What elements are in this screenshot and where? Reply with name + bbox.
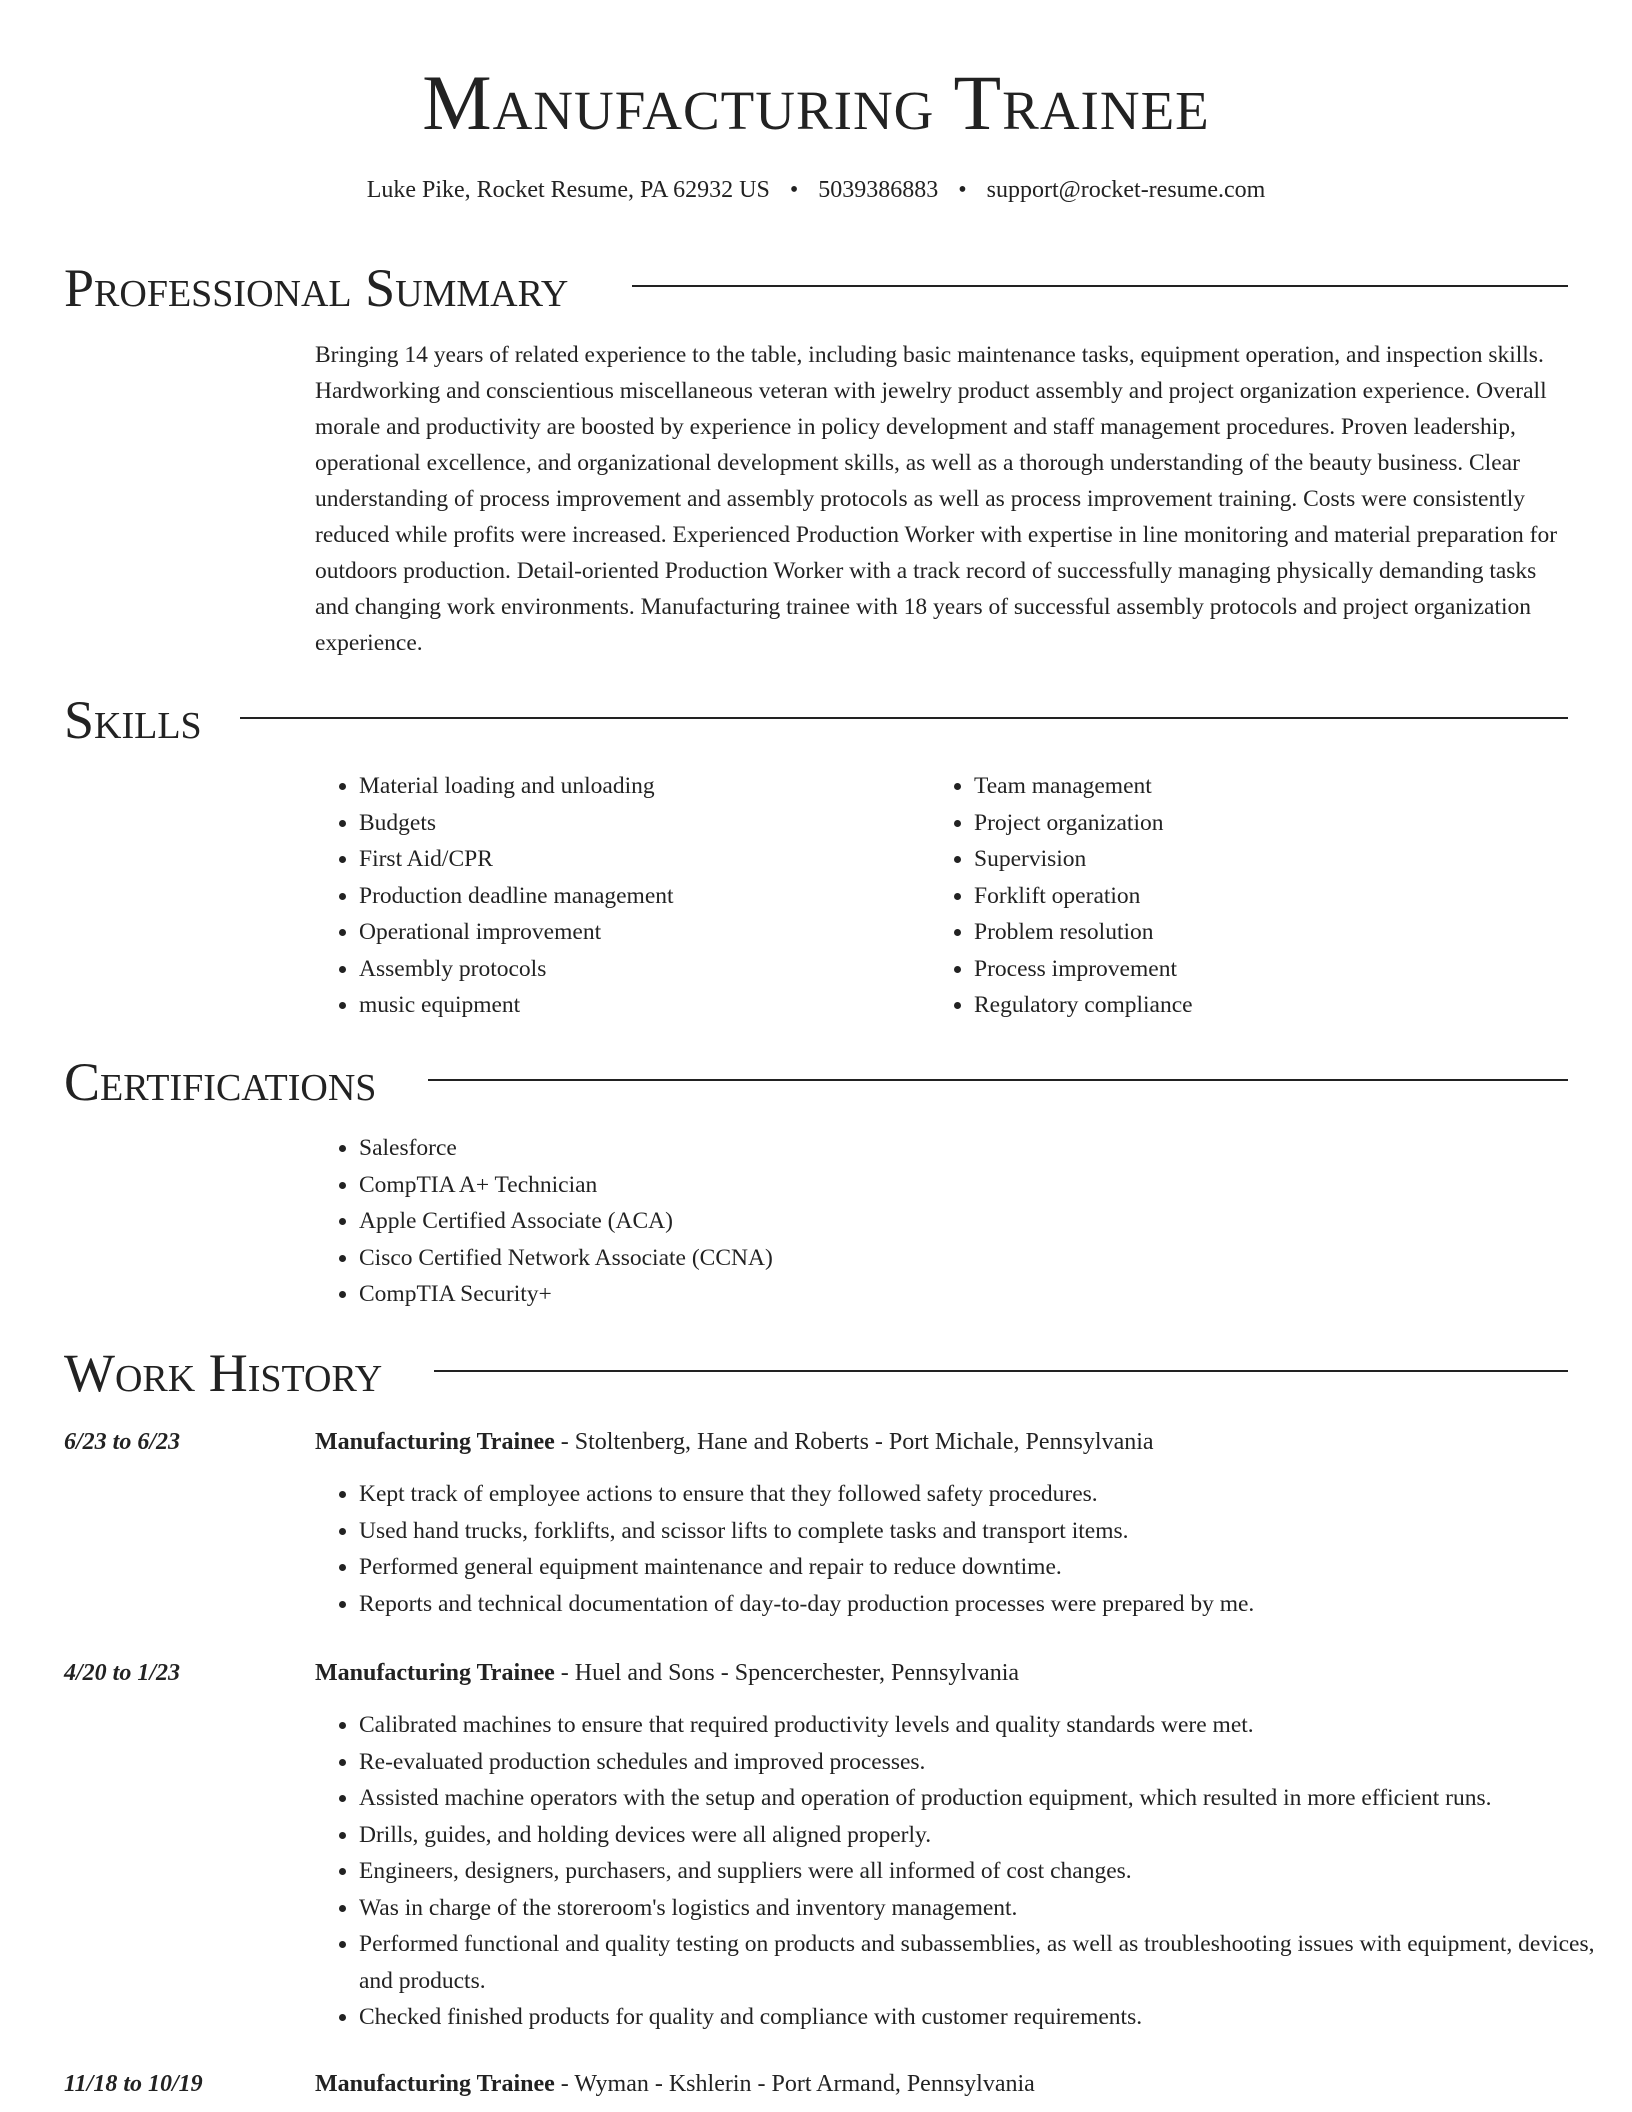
list-item: • Forklift operation: [974, 878, 1534, 915]
job-employer: - Stoltenberg, Hane and Roberts - Port Michale, Pennsylvania: [554, 1429, 1154, 1455]
skills-list-right: [930, 768, 1534, 1024]
section-heading-work-history: Work History: [64, 1343, 383, 1403]
list-item: • Reports and technical documentation of day-to-day production processes were prepared by me.: [359, 1586, 1609, 1623]
list-item: • Calibrated machines to ensure that required productivity levels and quality standards were met.: [359, 1707, 1609, 1744]
separator-dot: •: [789, 177, 799, 203]
job-title: Manufacturing Trainee: [315, 1660, 555, 1686]
list-item: • Assembly protocols: [359, 951, 919, 988]
list-item: • Team management: [974, 768, 1534, 805]
section-divider: [240, 717, 1568, 719]
job-title: Manufacturing Trainee: [315, 1429, 555, 1455]
section-heading-skills: Skills: [64, 690, 202, 750]
section-divider: [632, 285, 1568, 287]
list-item: • CompTIA Security+: [359, 1276, 1259, 1313]
skills-list-left: [315, 768, 919, 1024]
job-employer: - Wyman - Kshlerin - Port Armand, Pennsylvania: [554, 2071, 1035, 2097]
job-bullets: [315, 1707, 1609, 2036]
list-item: • Performed functional and quality testing on products and subassemblies, as well as troubleshooting issues with equipment, devices, and products.: [359, 1926, 1609, 1999]
list-item: • Performed general equipment maintenance and repair to reduce downtime.: [359, 1549, 1609, 1586]
job-header: [315, 1655, 1019, 1691]
contact-phone: 5039386883: [818, 177, 939, 203]
list-item: • CompTIA A+ Technician: [359, 1167, 1259, 1204]
list-item: • Apple Certified Associate (ACA): [359, 1203, 1259, 1240]
list-item: • Problem resolution: [974, 914, 1534, 951]
section-divider: [434, 1370, 1568, 1372]
list-item: • Production deadline management: [359, 878, 919, 915]
list-item: • Operational improvement: [359, 914, 919, 951]
separator-dot: •: [958, 177, 967, 203]
list-item: • Cisco Certified Network Associate (CCNA): [359, 1240, 1259, 1277]
list-item: • Process improvement: [974, 951, 1534, 988]
job-title: Manufacturing Trainee: [315, 2071, 555, 2097]
job-dates: 4/20 to 1/23: [64, 1660, 181, 1686]
list-item: • Was in charge of the storeroom's logistics and inventory management.: [359, 1890, 1609, 1927]
list-item: • Supervision: [974, 841, 1534, 878]
list-item: • Kept track of employee actions to ensure that they followed safety procedures.: [359, 1476, 1609, 1513]
job-dates: 11/18 to 10/19: [64, 2071, 203, 2097]
summary-text: Bringing 14 years of related experience to the table, including basic maintenance tasks, equipment operation, and inspection skills. Hardworking and conscientious miscellaneous veteran with jewelry product assembly and project organization experience. Overall morale and productivity are boosted by experience in policy development and staff management procedures. Proven leadership, operational excellence, and organizational development skills, as well as a thorough understanding of the beauty business. Clear understanding of process improvement and assembly protocols as well as process improvement training. Costs were consistently reduced while profits were increased. Experienced Production Worker with expertise in line monitoring and material preparation for outdoors production. Detail-oriented Production Worker with a track record of successfully managing physically demanding tasks and changing work environments. Manufacturing trainee with 18 years of successful assembly protocols and project organization experience.: [315, 342, 1558, 656]
list-item: • Assisted machine operators with the setup and operation of production equipment, which resulted in more efficient runs.: [359, 1780, 1609, 1817]
job-dates: 6/23 to 6/23: [64, 1429, 181, 1455]
list-item: • Used hand trucks, forklifts, and scissor lifts to complete tasks and transport items.: [359, 1513, 1609, 1550]
job-bullets: [315, 1476, 1609, 1622]
job-header: [315, 1424, 1154, 1460]
list-item: • Project organization: [974, 805, 1534, 842]
list-item: • Budgets: [359, 805, 919, 842]
list-item: • Material loading and unloading: [359, 768, 919, 805]
contact-email: support@rocket-resume.com: [986, 177, 1266, 203]
list-item: • Salesforce: [359, 1130, 1259, 1167]
contact-address: Luke Pike, Rocket Resume, PA 62932 US: [366, 177, 770, 203]
list-item: • Regulatory compliance: [974, 987, 1534, 1024]
list-item: • Engineers, designers, purchasers, and suppliers were all informed of cost changes.: [359, 1853, 1609, 1890]
list-item: • music equipment: [359, 987, 919, 1024]
section-heading-summary: Professional Summary: [64, 258, 569, 318]
list-item: • First Aid/CPR: [359, 841, 919, 878]
certifications-list: [315, 1130, 1259, 1313]
list-item: • Drills, guides, and holding devices were all aligned properly.: [359, 1817, 1609, 1854]
page-title: Manufacturing Trainee: [422, 59, 1210, 146]
section-heading-certifications: Certifications: [64, 1052, 377, 1112]
contact-line: [0, 172, 1632, 208]
list-item: • Re-evaluated production schedules and improved processes.: [359, 1744, 1609, 1781]
job-employer: - Huel and Sons - Spencerchester, Pennsylvania: [554, 1660, 1020, 1686]
job-header: [315, 2066, 1035, 2102]
list-item: • Checked finished products for quality and compliance with customer requirements.: [359, 1999, 1609, 2036]
section-divider: [428, 1079, 1568, 1081]
